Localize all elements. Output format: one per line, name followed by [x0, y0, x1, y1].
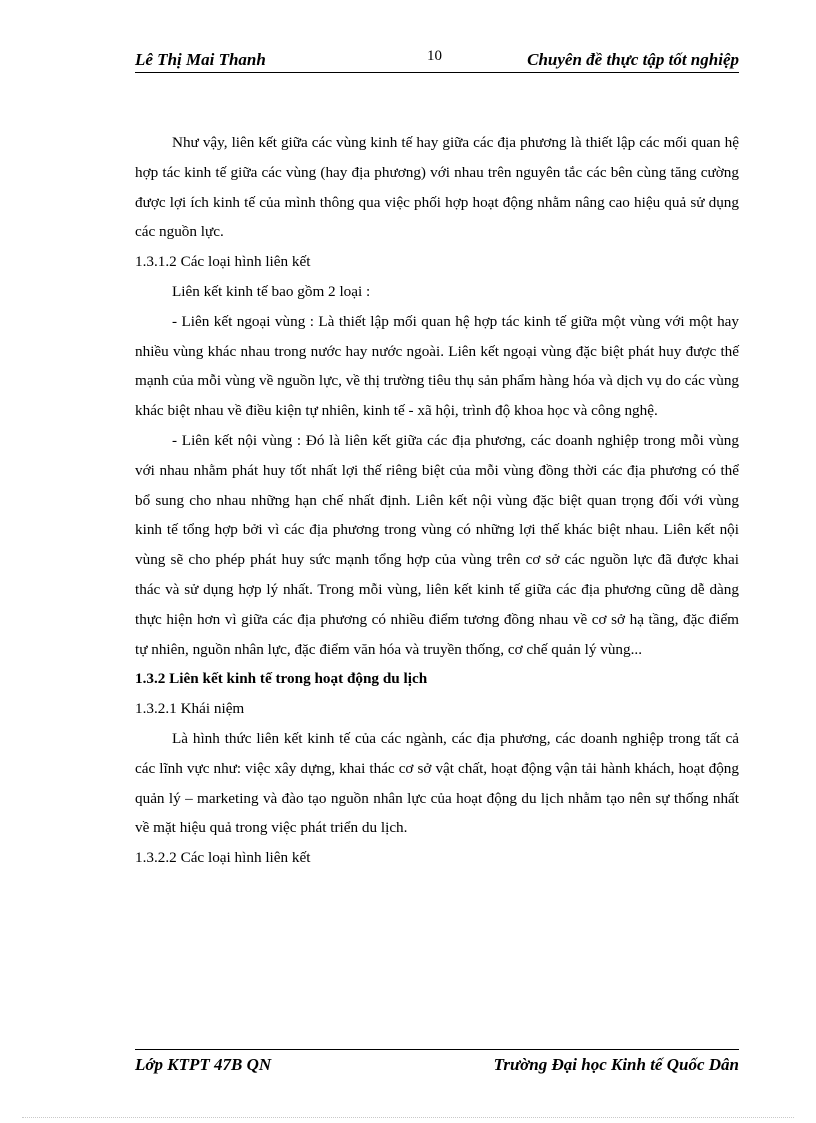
header-title: Chuyên đề thực tập tốt nghiệp — [527, 50, 739, 69]
paragraph-internal-link: - Liên kết nội vùng : Đó là liên kết giữa các địa phương, các doanh nghiệp trong mỗi vùng với nhau nhằm phát huy tốt nhất lợi thế riêng biệt của mỗi vùng đồng thời các địa phương có thể bổ sung cho nhau những hạn chế nhất định. Liên kết nội vùng đặc biệt quan trọng đối với vùng kinh tế tổng hợp bởi vì các địa phương trong vùng có những lợi thế khác biệt nhau. Liên kết nội vùng sẽ cho phép phát huy sức mạnh tổng hợp của vùng trên cơ sở các nguồn lực đã được khai thác và sử dụng hợp lý nhất. Trong mỗi vùng, liên kết kinh tế giữa các địa phương cũng dễ dàng thực hiện hơn vì giữa các địa phương có nhiều điểm tương đồng nhau về cơ sở hạ tầng, đặc điểm tự nhiên, nguồn nhân lực, đặc điểm văn hóa và truyền thống, cơ chế quản lý vùng... — [135, 431, 739, 658]
paragraph-two-types: Liên kết kinh tế bao gồm 2 loại : — [172, 282, 371, 300]
heading-1-3-2-1: 1.3.2.1 Khái niệm — [135, 700, 245, 718]
paragraph-definition: Là hình thức liên kết kinh tế của các ngành, các địa phương, các doanh nghiệp trong tất cả các lĩnh vực như: việc xây dựng, khai thác cơ sở vật chất, hoạt động vận tải hành khách, hoạt động quản lý – marketing và đào tạo nguồn nhân lực của hoạt động du lịch nhằm tạo nên sự thống nhất về mặt hiệu quả trong việc phát triển du lịch. — [135, 729, 739, 837]
heading-1-3-2: 1.3.2 Liên kết kinh tế trong hoạt động du lịch — [135, 670, 428, 688]
header-author: Lê Thị Mai Thanh — [135, 50, 266, 69]
heading-1-3-2-2: 1.3.2.2 Các loại hình liên kết — [135, 849, 311, 867]
document-body — [135, 128, 739, 873]
footer-class: Lớp KTPT 47B QN — [135, 1055, 272, 1074]
paragraph-external-link: - Liên kết ngoại vùng : Là thiết lập mối quan hệ hợp tác kinh tế giữa một vùng với một hay nhiều vùng khác nhau trong nước hay nước ngoài. Liên kết ngoại vùng đặc biệt phát huy được thế mạnh của mỗi vùng về nguồn lực, về thị trường tiêu thụ sản phẩm hàng hóa và dịch vụ do các vùng khác biệt nhau về điều kiện tự nhiên, kinh tế - xã hội, trình độ khoa học và công nghệ. — [135, 312, 740, 420]
page-number: 10 — [427, 48, 442, 64]
page-footer — [135, 1049, 739, 1080]
paragraph-intro: Như vậy, liên kết giữa các vùng kinh tế hay giữa các địa phương là thiết lập các mối quan hệ hợp tác kinh tế giữa các vùng (hay địa phương) với nhau trên nguyên tắc các bên cùng tăng cường được lợi ích kinh tế của mình thông qua việc phối hợp hoạt động nhằm nâng cao hiệu quả sử dụng các nguồn lực. — [135, 134, 739, 241]
page-header — [135, 44, 739, 73]
page-bottom-divider — [22, 1117, 794, 1118]
footer-university: Trường Đại học Kinh tế Quốc Dân — [493, 1055, 739, 1074]
heading-1-3-1-2: 1.3.1.2 Các loại hình liên kết — [135, 253, 311, 271]
